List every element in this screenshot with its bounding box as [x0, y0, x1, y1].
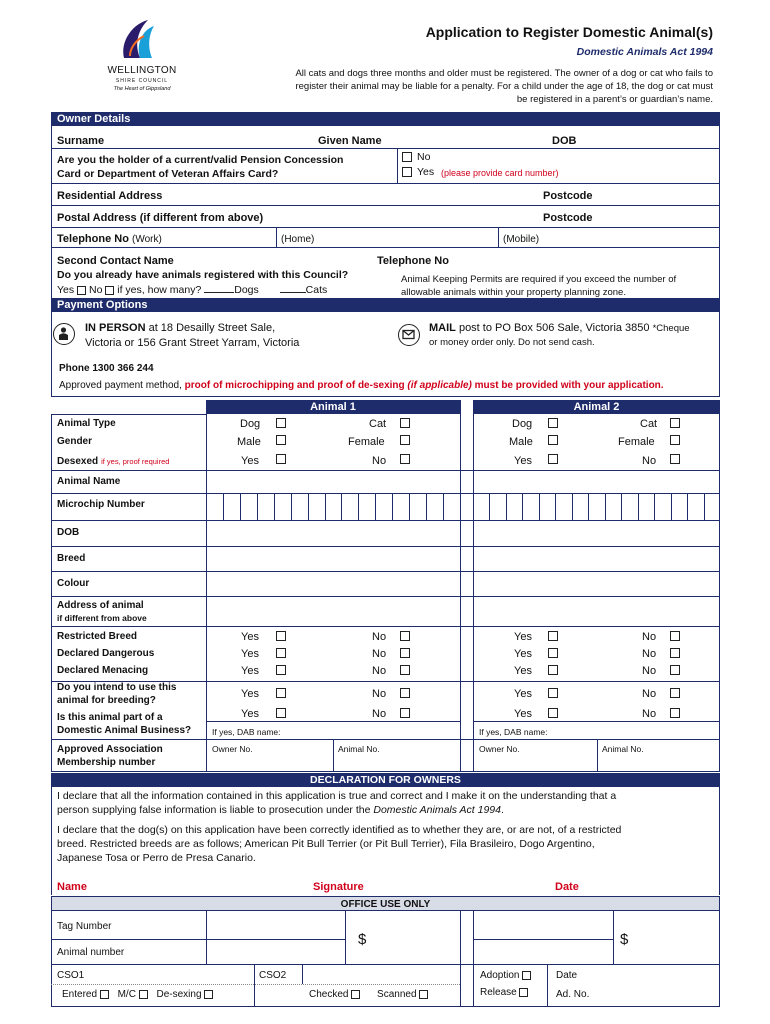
date-label: Date	[555, 881, 579, 893]
form-title: Application to Register Domestic Animal(s)	[425, 24, 713, 40]
pension-no-checkbox[interactable]	[402, 152, 412, 162]
a2-cat-label: Cat	[640, 418, 658, 430]
pension-question-2: Card or Department of Veteran Affairs Card?	[57, 168, 279, 180]
in-person-text-2: Victoria or 156 Grant Street Yarram, Victoria	[85, 337, 300, 349]
fee-dollar-2: $	[620, 931, 629, 948]
postal-address-label: Postal Address (if different from above)	[57, 212, 264, 224]
telephone-label-2: Telephone No	[377, 255, 449, 267]
office-date-label: Date	[556, 970, 578, 981]
a2-owner-no-label: Owner No.	[479, 744, 520, 754]
cso2-label: CSO2	[259, 970, 287, 981]
pension-yes-label: Yes	[417, 166, 435, 178]
release-row	[480, 987, 528, 998]
a1-microchip-digit-cell[interactable]	[409, 493, 410, 520]
residential-address-label: Residential Address	[57, 190, 163, 202]
logo-text: WELLINGTON	[107, 65, 177, 76]
a2-microchip-digit-cell[interactable]	[621, 493, 622, 520]
second-contact-label: Second Contact Name	[57, 255, 174, 267]
a2-microchip-digit-cell[interactable]	[687, 493, 688, 520]
person-icon	[53, 323, 75, 345]
telephone-label: Telephone No	[57, 233, 129, 245]
approved-payment-note	[59, 380, 664, 391]
declaration-p2-1: I declare that the dog(s) on this application have been correctly identified as to whether they are, or are not, of a restricted	[57, 824, 622, 836]
entered-checkbox[interactable]	[100, 990, 109, 999]
intro-line-3: be registered in a parent’s or guardian’s name.	[516, 94, 713, 105]
a2-restricted-yes-label: Yes	[514, 631, 532, 643]
a2-microchip-digit-cell[interactable]	[522, 493, 523, 520]
approved-prefix: Approved payment method,	[59, 380, 185, 391]
office-use-heading: OFFICE USE ONLY	[51, 896, 720, 911]
pension-yes-checkbox[interactable]	[402, 167, 412, 177]
mail-label: MAIL	[429, 322, 456, 334]
a1-restricted-yes-label: Yes	[241, 631, 259, 643]
animals-yes-label: Yes	[57, 284, 75, 296]
a2-breeding-no-checkbox[interactable]	[670, 688, 680, 698]
a1-animal-no-label: Animal No.	[338, 744, 380, 754]
a1-menacing-no-checkbox[interactable]	[400, 665, 410, 675]
mc-label: M/C	[117, 989, 136, 1000]
a2-animal-no-label: Animal No.	[602, 744, 644, 754]
a1-desexed-no-label: No	[372, 455, 387, 467]
mail-address: post to PO Box 506 Sale, Victoria 3850	[455, 322, 653, 334]
dogs-label: Dogs	[234, 284, 259, 296]
a1-male-checkbox[interactable]	[276, 435, 286, 445]
office-row-checked	[309, 989, 428, 1000]
a2-dab-name-label: If yes, DAB name:	[479, 727, 548, 737]
mobile-label: (Mobile)	[503, 234, 540, 245]
a2-female-label: Female	[618, 436, 655, 448]
release-label: Release	[480, 987, 517, 998]
a1-dab-no-label: No	[372, 708, 387, 720]
approved-tail: must be provided with your application.	[471, 380, 664, 391]
owner-details-heading: Owner Details	[51, 112, 720, 126]
a2-dangerous-yes-label: Yes	[514, 648, 532, 660]
a1-desexed-yes-label: Yes	[241, 455, 259, 467]
a1-microchip-digit-cell[interactable]	[274, 493, 275, 520]
a1-male-label: Male	[237, 436, 261, 448]
a2-breeding-yes-checkbox[interactable]	[548, 688, 558, 698]
assoc-label-2: Membership number	[57, 757, 156, 768]
animals-no-checkbox[interactable]	[105, 286, 114, 295]
surname-label: Surname	[57, 135, 105, 147]
a2-dog-checkbox[interactable]	[548, 418, 558, 428]
a1-desexed-yes-checkbox[interactable]	[276, 454, 286, 464]
a2-menacing-yes-label: Yes	[514, 665, 532, 677]
scanned-label: Scanned	[377, 989, 417, 1000]
a1-dog-checkbox[interactable]	[276, 418, 286, 428]
desexed-note: if yes, proof required	[101, 457, 170, 466]
declaration-p1-2	[57, 804, 504, 816]
checked-checkbox[interactable]	[351, 990, 360, 999]
dab-q-1: Is this animal part of a	[57, 712, 163, 723]
pension-question-1: Are you the holder of a current/valid Pension Concession	[57, 154, 344, 166]
a1-menacing-yes-label: Yes	[241, 665, 259, 677]
office-row-entered	[62, 989, 213, 1000]
a1-microchip-digit-cell[interactable]	[325, 493, 326, 520]
animals-no-label: No	[88, 284, 103, 296]
a1-microchip-digit-cell[interactable]	[426, 493, 427, 520]
approved-red: proof of microchipping and proof of de-sexing	[184, 380, 408, 391]
a2-dangerous-no-checkbox[interactable]	[670, 648, 680, 658]
postcode-label-2: Postcode	[543, 212, 593, 224]
a2-desexed-yes-label: Yes	[514, 455, 532, 467]
a1-breeding-yes-checkbox[interactable]	[276, 688, 286, 698]
animal-number-label: Animal number	[57, 947, 125, 958]
ad-no-label: Ad. No.	[556, 989, 590, 1000]
a2-microchip-digit-cell[interactable]	[555, 493, 556, 520]
a1-microchip-digit-cell[interactable]	[240, 493, 241, 520]
a1-microchip-digit-cell[interactable]	[257, 493, 258, 520]
declaration-heading: DECLARATION FOR OWNERS	[51, 773, 720, 787]
a1-dangerous-yes-checkbox[interactable]	[276, 648, 286, 658]
home-label: (Home)	[281, 234, 315, 245]
a2-dog-label: Dog	[512, 418, 533, 430]
a2-microchip-digit-cell[interactable]	[638, 493, 639, 520]
restricted-breed-label: Restricted Breed	[57, 631, 138, 642]
a2-restricted-no-checkbox[interactable]	[670, 631, 680, 641]
desexing-checkbox[interactable]	[204, 990, 213, 999]
animal-type-label: Animal Type	[57, 418, 116, 429]
declaration-p1-1: I declare that all the information contained in this application is true and correct and I make it on the understanding that a	[57, 790, 617, 802]
cso1-label: CSO1	[57, 970, 85, 981]
a1-dab-name-label: If yes, DAB name:	[212, 727, 281, 737]
approved-italic: (if applicable)	[407, 380, 472, 391]
permit-note-2: allowable animals within your property planning zone.	[401, 287, 626, 298]
address-animal-label: Address of animal	[57, 600, 144, 611]
a1-dangerous-no-checkbox[interactable]	[400, 648, 410, 658]
scanned-checkbox[interactable]	[419, 990, 428, 999]
animal1-header: Animal 1	[206, 400, 460, 414]
adoption-label: Adoption	[480, 970, 520, 981]
desexing-label: De-sexing	[156, 989, 202, 1000]
mail-text-1	[429, 322, 690, 334]
a1-microchip-digit-cell[interactable]	[223, 493, 224, 520]
name-label: Name	[57, 881, 87, 893]
a2-microchip-digit-cell[interactable]	[654, 493, 655, 520]
tag-number-label: Tag Number	[57, 921, 112, 932]
a2-desexed-no-checkbox[interactable]	[670, 454, 680, 464]
intro-line-1: All cats and dogs three months and older must be registered. The owner of a dog or cat who fails to	[295, 68, 713, 79]
checked-label: Checked	[309, 989, 349, 1000]
a1-restricted-yes-checkbox[interactable]	[276, 631, 286, 641]
a2-dab-yes-checkbox[interactable]	[548, 708, 558, 718]
declaration-p1-2-text: person supplying false information is liable to prosecution under the	[57, 804, 374, 816]
a1-cat-label: Cat	[369, 418, 387, 430]
a2-dangerous-yes-checkbox[interactable]	[548, 648, 558, 658]
breeding-q-1: Do you intend to use this	[57, 682, 177, 693]
declaration-p2-2: breed. Restricted breeds are as follows; American Pit Bull Terrier (or Pit Bull Terrier), Fila Brasileiro, Dogo Argentino,	[57, 838, 595, 850]
colour-label: Colour	[57, 578, 90, 589]
mail-icon	[398, 324, 420, 346]
animals-answer-row	[57, 284, 327, 296]
in-person-address-1: at 18 Desailly Street Sale,	[145, 322, 276, 334]
a2-dab-yes-label: Yes	[514, 708, 532, 720]
a2-microchip-digit-cell[interactable]	[671, 493, 672, 520]
payment-options-heading: Payment Options	[51, 298, 720, 312]
a2-cat-checkbox[interactable]	[670, 418, 680, 428]
a1-microchip-digit-cell[interactable]	[392, 493, 393, 520]
declared-dangerous-label: Declared Dangerous	[57, 648, 155, 659]
how-many-label: if yes, how many?	[117, 284, 202, 296]
animals-question: Do you already have animals registered with this Council?	[57, 269, 349, 281]
dab-q-2: Domestic Animal Business?	[57, 725, 192, 736]
a2-restricted-no-label: No	[642, 631, 657, 643]
a1-dangerous-no-label: No	[372, 648, 387, 660]
a2-male-checkbox[interactable]	[548, 435, 558, 445]
gender-label: Gender	[57, 436, 93, 447]
a2-male-label: Male	[509, 436, 533, 448]
cats-label: Cats	[305, 284, 328, 296]
a2-menacing-yes-checkbox[interactable]	[548, 665, 558, 675]
a1-cat-checkbox[interactable]	[400, 418, 410, 428]
a1-female-checkbox[interactable]	[400, 435, 410, 445]
a2-menacing-no-label: No	[642, 665, 657, 677]
a1-microchip-digit-cell[interactable]	[308, 493, 309, 520]
a2-breeding-yes-label: Yes	[514, 688, 532, 700]
animal-name-label: Animal Name	[57, 476, 121, 487]
a1-microchip-digit-cell[interactable]	[375, 493, 376, 520]
declaration-p1-end: .	[500, 804, 504, 816]
act-name: Domestic Animals Act 1994	[576, 46, 713, 58]
telephone-row	[57, 233, 162, 245]
a1-breeding-yes-label: Yes	[241, 688, 259, 700]
desexed-row-label	[57, 455, 169, 467]
in-person-text-1	[85, 322, 275, 334]
signature-label: Signature	[313, 881, 364, 893]
a1-restricted-no-label: No	[372, 631, 387, 643]
a2-desexed-no-label: No	[642, 455, 657, 467]
logo-mark-icon	[118, 18, 158, 62]
release-checkbox[interactable]	[519, 988, 528, 997]
fee-dollar-1: $	[358, 931, 367, 948]
desexed-label: Desexed	[57, 456, 99, 467]
declaration-p2-3: Japanese Tosa or Perro de Presa Canario.	[57, 852, 256, 864]
a2-microchip-digit-cell[interactable]	[588, 493, 589, 520]
a2-female-checkbox[interactable]	[670, 435, 680, 445]
cheque-note: *Cheque	[652, 323, 690, 334]
a1-microchip-digit-cell[interactable]	[291, 493, 292, 520]
a1-dab-yes-label: Yes	[241, 708, 259, 720]
given-name-label: Given Name	[318, 135, 382, 147]
phone-number: Phone 1300 366 244	[59, 363, 154, 374]
postcode-label: Postcode	[543, 190, 593, 202]
a2-microchip-digit-cell[interactable]	[704, 493, 705, 520]
pension-no-label: No	[417, 151, 431, 163]
a1-breeding-no-checkbox[interactable]	[400, 688, 410, 698]
a2-dab-no-checkbox[interactable]	[670, 708, 680, 718]
a1-microchip-digit-cell[interactable]	[443, 493, 444, 520]
entered-label: Entered	[62, 989, 98, 1000]
a1-restricted-no-checkbox[interactable]	[400, 631, 410, 641]
a2-desexed-yes-checkbox[interactable]	[548, 454, 558, 464]
a1-microchip-digit-cell[interactable]	[358, 493, 359, 520]
intro-line-2: register their animal may be liable for a penalty. For a child under the age of 18, the dog or cat must	[295, 81, 713, 92]
a1-dab-no-checkbox[interactable]	[400, 708, 410, 718]
a1-breeding-no-label: No	[372, 688, 387, 700]
in-person-label: IN PERSON	[85, 322, 146, 334]
a1-dog-label: Dog	[240, 418, 261, 430]
council-logo	[95, 18, 185, 98]
mc-checkbox[interactable]	[139, 990, 148, 999]
dob-row-label: DOB	[57, 527, 80, 538]
a2-dab-no-label: No	[642, 708, 657, 720]
a2-restricted-yes-checkbox[interactable]	[548, 631, 558, 641]
a2-microchip-digit-cell[interactable]	[605, 493, 606, 520]
animal2-header: Animal 2	[473, 400, 720, 414]
assoc-label-1: Approved Association	[57, 744, 163, 755]
address-animal-note: if different from above	[57, 613, 147, 623]
a1-owner-no-label: Owner No.	[212, 744, 253, 754]
declaration-act: Domestic Animals Act 1994	[373, 804, 501, 816]
a1-menacing-no-label: No	[372, 665, 387, 677]
a1-microchip-digit-cell[interactable]	[341, 493, 342, 520]
logo-tagline: The Heart of Gippsland	[113, 86, 171, 92]
a2-menacing-no-checkbox[interactable]	[670, 665, 680, 675]
adoption-row	[480, 970, 531, 981]
a2-microchip-digit-cell[interactable]	[506, 493, 507, 520]
breeding-q-2: animal for breeding?	[57, 695, 156, 706]
a2-breeding-no-label: No	[642, 688, 657, 700]
a1-menacing-yes-checkbox[interactable]	[276, 665, 286, 675]
mail-text-2: or money order only. Do not send cash.	[429, 337, 595, 348]
a1-dangerous-yes-label: Yes	[241, 648, 259, 660]
a1-female-label: Female	[348, 436, 385, 448]
logo-sub: SHIRE COUNCIL	[115, 78, 169, 84]
a2-microchip-digit-cell[interactable]	[539, 493, 540, 520]
animals-yes-checkbox[interactable]	[77, 286, 86, 295]
a2-dangerous-no-label: No	[642, 648, 657, 660]
a1-desexed-no-checkbox[interactable]	[400, 454, 410, 464]
dob-label: DOB	[552, 135, 577, 147]
breed-label: Breed	[57, 553, 86, 564]
work-label: (Work)	[131, 234, 162, 245]
adoption-checkbox[interactable]	[522, 971, 531, 980]
a1-dab-yes-checkbox[interactable]	[276, 708, 286, 718]
microchip-label: Microchip Number	[57, 499, 145, 510]
a2-microchip-digit-cell[interactable]	[489, 493, 490, 520]
a2-microchip-digit-cell[interactable]	[572, 493, 573, 520]
card-number-note: (please provide card number)	[441, 168, 559, 178]
declared-menacing-label: Declared Menacing	[57, 665, 149, 676]
permit-note-1: Animal Keeping Permits are required if you exceed the number of	[401, 274, 677, 285]
